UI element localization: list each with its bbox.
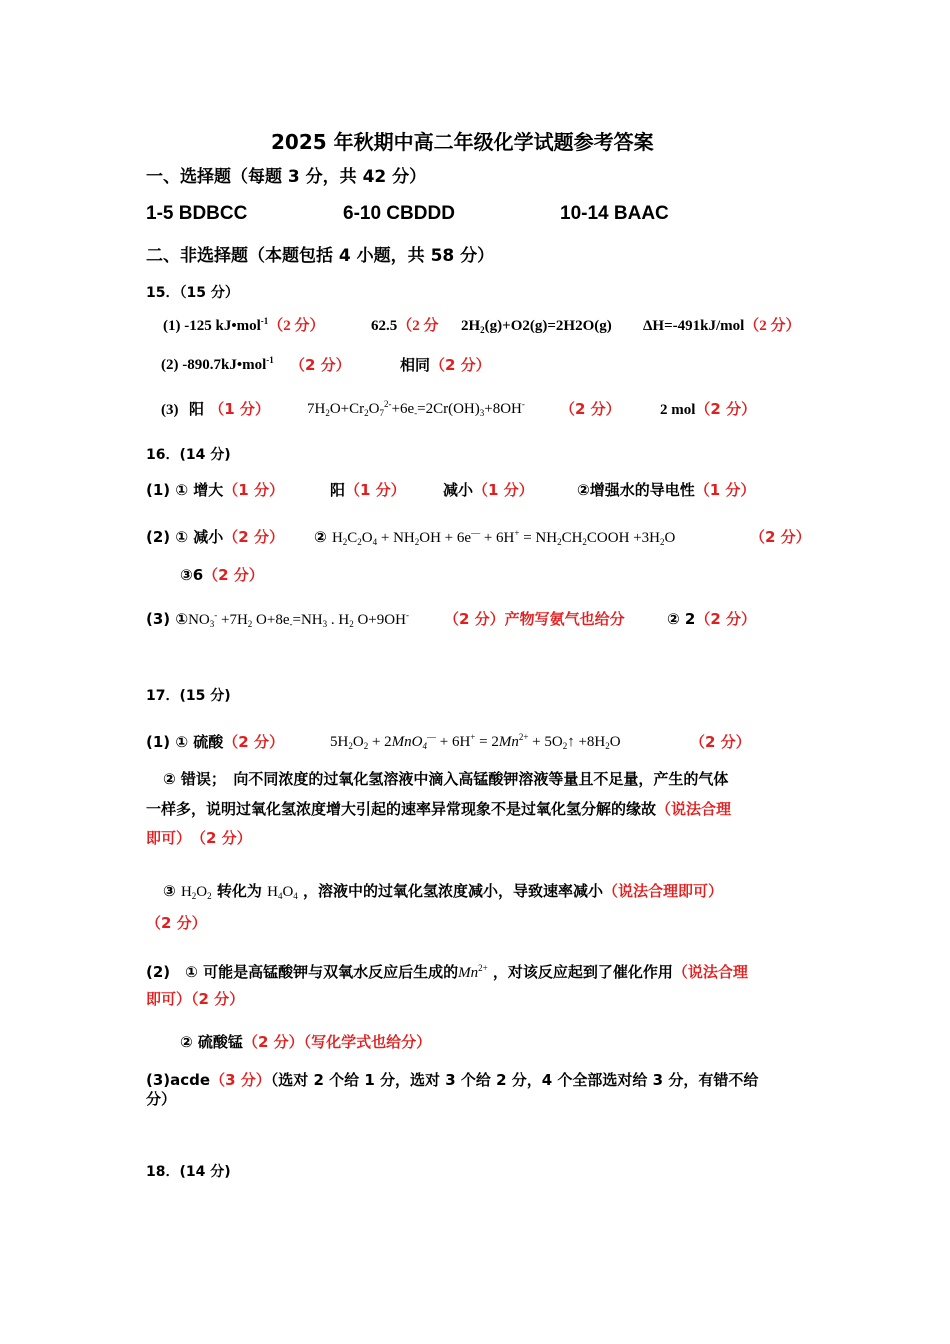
q17-line-7: (2) ① 可能是高锰酸钾与双氧水反应后生成的$Mn^{2+}$ ，对该反应起到了催化作用（说法合理 bbox=[146, 963, 748, 981]
q17-3-note: （说法合理 bbox=[656, 800, 732, 818]
section-heading-non-choice: 二、非选择题（本题包括 4 小题，共 58 分） bbox=[146, 246, 495, 266]
q15-2-score-a: （2 分） bbox=[290, 356, 351, 374]
q17-5-note: （说法合理即可） bbox=[603, 882, 724, 900]
q15-3-equation: $7H_2O+Cr_2O_7^{2-}+6e_-=2Cr(OH)_3+8OH^-$ bbox=[307, 399, 525, 418]
q15-line-3c bbox=[660, 399, 756, 420]
q16-4-equation: $NO_3^- +7H_2$ $O+8e_-=NH_3$ . $H_2$ O+9OH- bbox=[188, 610, 409, 629]
q15-1-score-c: （2 分） bbox=[744, 318, 801, 334]
q15-line-1d bbox=[643, 316, 801, 336]
section-heading-multiple-choice: 一、选择题（每题 3 分，共 42 分） bbox=[146, 167, 427, 187]
q17-5-h2o2: $H_2O_2$ bbox=[180, 884, 212, 901]
question-18-header: 18．(14 分) bbox=[146, 1164, 231, 1180]
q17-1-equation: $5H_2O_2 + 2MnO_4^— + 6H^+ = 2Mn^{2+}$ + $5O_2↑ +8H_2O$ bbox=[330, 732, 621, 751]
q15-1-score-a: （2 分） bbox=[268, 318, 325, 334]
q16-line-2a: (2) ① 减小（2 分） bbox=[146, 528, 284, 546]
q16-line-4b: ② 2（2 分） bbox=[667, 610, 757, 628]
q17-line-3: 一样多，说明过氧化氢浓度增大引起的速率异常现象不是过氧化氢分解的缘故（说法合理 bbox=[146, 800, 732, 818]
q17-10-score: （3 分） bbox=[210, 1071, 271, 1089]
q15-3-label: (3) bbox=[161, 402, 179, 418]
q17-line-8: 即可）（2 分） bbox=[146, 990, 245, 1008]
q16-1-score-b: （1 分） bbox=[345, 481, 406, 499]
q16-line-1a: (1) ① 增大（1 分） bbox=[146, 481, 284, 499]
q15-line-1c bbox=[461, 316, 612, 336]
q15-1-enthalpy: (1) -125 kJ•mol bbox=[163, 318, 261, 334]
q15-1-value: 62.5 bbox=[371, 318, 398, 334]
q17-line-9: ② 硫酸锰（2 分）（写化学式也给分） bbox=[180, 1033, 432, 1051]
page-title: 2025 年秋期中高二年级化学试题参考答案 bbox=[271, 130, 654, 154]
q15-1-score-b: （2 分 bbox=[397, 318, 439, 334]
q16-2-score-a: （2 分） bbox=[223, 528, 284, 546]
q17-line-6: （2 分） bbox=[146, 914, 207, 932]
question-16-header: 16．(14 分) bbox=[146, 447, 231, 463]
q16-line-2b: ② $H_2C_2O_4 + NH_2OH + 6e^— + 6H^+$ = $NH_2CH_2COOH +3H_2O$ bbox=[314, 528, 676, 547]
q17-line-10: (3)acde（3 分）（选对 2 个给 1 分，选对 3 个给 2 分，4 个全部选对给 3 分，有错不给 bbox=[146, 1071, 759, 1089]
q15-2-enthalpy: (2) -890.7kJ•mol bbox=[161, 357, 267, 373]
q15-3-score-b: （2 分） bbox=[560, 400, 621, 418]
q17-1-score-b: （2 分） bbox=[690, 733, 751, 751]
q17-1-score-a: （2 分） bbox=[223, 733, 284, 751]
q16-line-1d: ②增强水的导电性（1 分） bbox=[577, 481, 756, 499]
q17-7-ion: Mn bbox=[458, 965, 479, 981]
q16-3-score: （2 分） bbox=[203, 566, 264, 584]
q15-line-2b bbox=[400, 355, 491, 375]
q15-2-score-b: （2 分） bbox=[430, 356, 491, 374]
q17-7-note: （说法合理 bbox=[672, 963, 748, 981]
mc-answers-1-5: 1-5 BDBCC bbox=[146, 203, 248, 224]
q17-line-11: 分） bbox=[146, 1090, 177, 1108]
mc-answers-6-10: 6-10 CBDDD bbox=[343, 203, 455, 224]
q16-1-score-c: （1 分） bbox=[473, 481, 534, 499]
q15-1-equation-a: 2H bbox=[461, 318, 481, 334]
q15-2-answer: 相同 bbox=[400, 356, 431, 374]
q16-line-4a: (3) $①NO_3^- +7H_2$ $O+8e_-=NH_3$ . $H_2$ O+9OH- bbox=[146, 610, 409, 629]
q15-line-1b bbox=[371, 316, 439, 336]
q16-4-score-a: （2 分）产物写氨气也给分 bbox=[444, 610, 625, 628]
q16-4-score-b: （2 分） bbox=[695, 610, 757, 628]
q16-line-1b: 阳（1 分） bbox=[330, 481, 406, 499]
q15-3-score-c: （2 分） bbox=[695, 400, 757, 418]
q17-line-2: ② 错误； 向不同浓度的过氧化氢溶液中滴入高锰酸钾溶液等量且不足量，产生的气体 bbox=[163, 770, 729, 788]
q16-line-1c: 减小（1 分） bbox=[443, 481, 534, 499]
q17-line-4: 即可） （2 分） bbox=[146, 829, 252, 847]
q15-1-equation-b: (g)+O2(g)=2H2O(g) bbox=[484, 318, 612, 334]
q16-2-equation: $H_2C_2O_4 + NH_2OH + 6e^— + 6H^+$ = $NH_2CH_2COOH +3H_2O$ bbox=[331, 528, 676, 547]
q15-line-3 bbox=[161, 399, 270, 420]
q17-5-h4o4: $H_4O_4$ bbox=[267, 884, 298, 901]
q15-3-score-a: （1 分） bbox=[209, 400, 270, 418]
q17-line-5: ③ $H_2O_2$ 转化为 $H_4O_4$ ，溶液中的过氧化氢浓度减小，导致速率减小（说法合理即可） bbox=[163, 882, 724, 901]
question-15-header: 15．（15 分） bbox=[146, 285, 239, 301]
q16-1-score-d: （1 分） bbox=[694, 481, 756, 499]
question-17-header: 17．(15 分) bbox=[146, 688, 231, 704]
q16-line-3: ③6（2 分） bbox=[180, 566, 264, 584]
mc-answers-10-14: 10-14 BAAC bbox=[560, 203, 669, 224]
q15-3-moles: 2 mol bbox=[660, 402, 696, 418]
q16-1-score-a: （1 分） bbox=[223, 481, 284, 499]
q15-2-enthalpy-exp: -1 bbox=[266, 355, 274, 365]
q16-2-score-b: （2 分） bbox=[750, 528, 811, 546]
q17-line-1a: (1) ① 硫酸（2 分） bbox=[146, 733, 284, 751]
q15-line-2 bbox=[161, 355, 274, 375]
q15-3-electrode: 阳 bbox=[188, 400, 204, 418]
q15-1-equation-sub: 2 bbox=[480, 325, 485, 335]
q15-line-1 bbox=[163, 316, 325, 336]
q15-1-enthalpy-exp: -1 bbox=[260, 316, 269, 326]
q17-9-score: （2 分）（写化学式也给分） bbox=[242, 1033, 432, 1051]
q15-1-delta-h: ΔH=-491kJ/mol bbox=[643, 318, 745, 334]
